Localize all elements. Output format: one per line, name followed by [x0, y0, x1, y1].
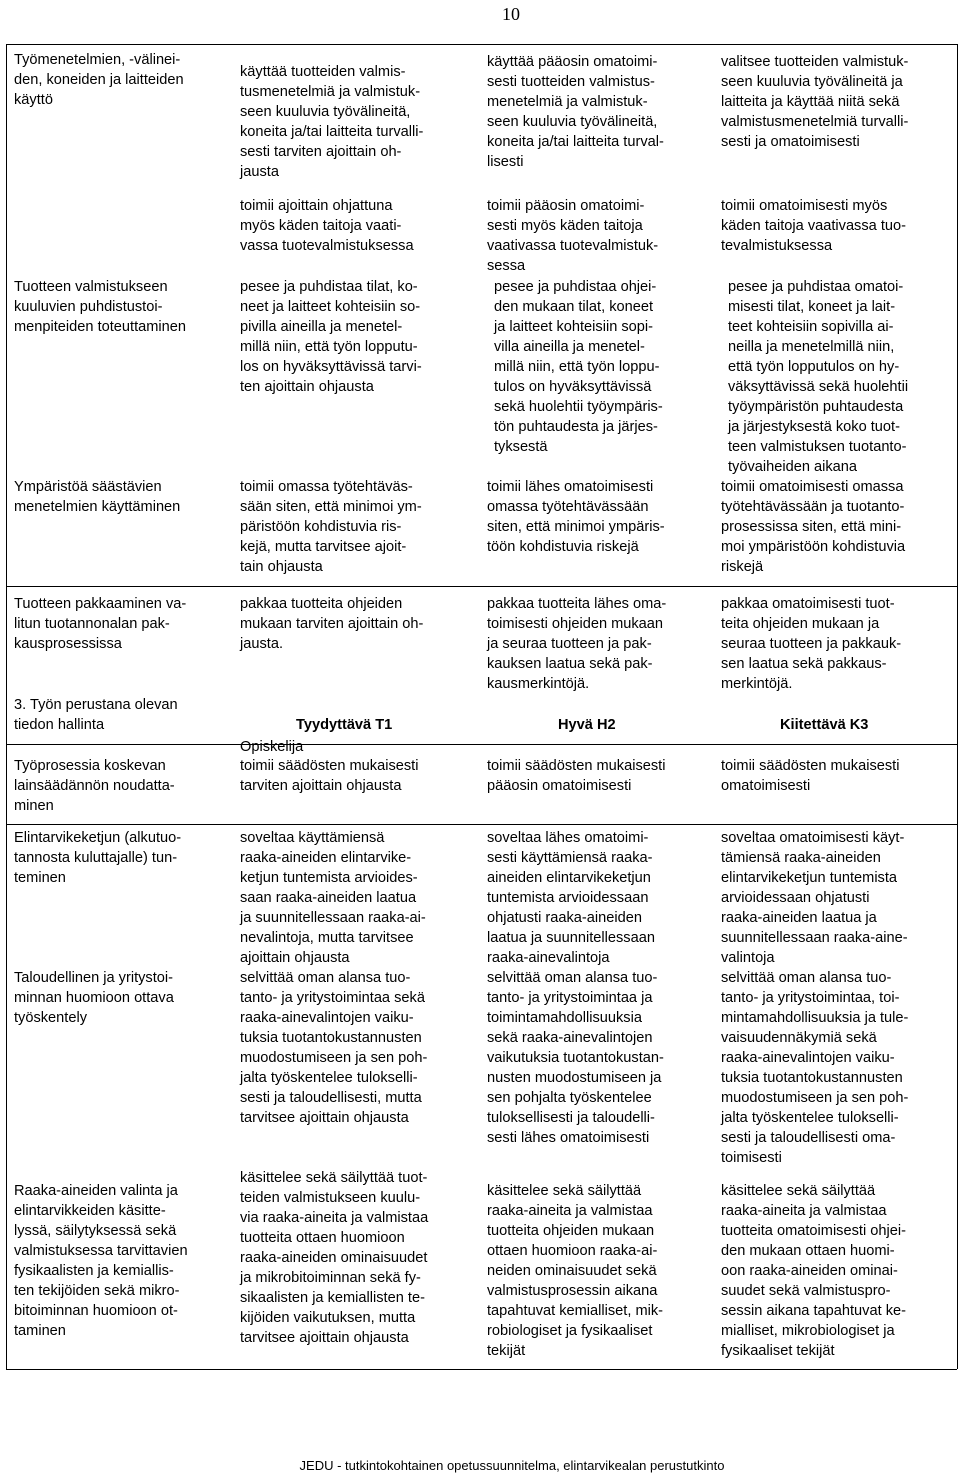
k3-cell: pakkaa omatoimisesti tuot- teita ohjeiden mukaan ja seuraa tuotteen ja pakkauk- sen laatua sekä pakkaus- merkintöjä.: [721, 596, 902, 692]
h2-cell: pakkaa tuotteita lähes oma- toimisesti ohjeiden mukaan ja seuraa tuotteen ja pak- kauksen laatua sekä pak- kausmerkintöjä.: [487, 596, 667, 692]
h2-cell: selvittää oman alansa tuo- tanto- ja yritystoimintaa ja toimintamahdollisuuksia sekä raaka-ainevalintojen vaikutuksia tuotantokustan- nusten muodostumiseen ja sen pohjalta työskentelee tuloksellisesti ja taloudelli- sesti lähes omatoimisesti: [487, 970, 664, 1146]
table-bottom-border: [6, 1369, 957, 1370]
k3-cell: toimii säädösten mukaisesti omatoimisesti: [721, 758, 900, 794]
section-title: 3. Työn perustana olevan tiedon hallinta: [14, 697, 178, 733]
k3-cell: valitsee tuotteiden valmistuk- seen kuuluvia työvälineitä ja laitteita ja käyttää niitä sekä valmistusmenetelmiä turvalli- sesti ja omatoimisesti: [721, 54, 909, 150]
level-h2-header: Hyvä H2: [558, 717, 616, 733]
table-top-border: [6, 44, 957, 45]
criterion-cell: Työprosessia koskevan lainsäädännön noudatta- minen: [14, 758, 175, 814]
criterion-cell: Taloudellinen ja yritystoi- minnan huomioon ottava työskentely: [14, 970, 174, 1026]
k3-cell: toimii omatoimisesti myös käden taitoja vaativassa tuo- tevalmistuksessa: [721, 198, 906, 254]
table-left-border: [6, 44, 7, 1369]
h2-cell: toimii lähes omatoimisesti omassa työtehtävässään siten, että minimoi ympäris- töön kohdistuvia riskejä: [487, 479, 665, 555]
k3-cell: käsittelee sekä säilyttää raaka-aineita ja valmistaa tuotteita omatoimisesti ohjei- den mukaan ottaen huomi- oon raaka-aineiden ominai- suudet sekä valmistuspro- sessin aikana tapahtuvat ke- mialliset, mikrobiologiset ja fysikaaliset tekijät: [721, 1183, 906, 1359]
level-k3-header: Kiitettävä K3: [780, 717, 869, 733]
t1-cell: selvittää oman alansa tuo- tanto- ja yritystoimintaa sekä raaka-ainevalintojen vaiku- tuksia tuotantokustannusten muodostumiseen ja sen poh- jalta työskentelee tulokselli- sesti ja taloudellisesti, mutta tarvitsee ajoittain ohjausta: [240, 970, 428, 1126]
k3-cell: toimii omatoimisesti omassa työtehtävässään ja tuotanto- prosessissa siten, että mini- moi ympäristöön kohdistuvia riskejä: [721, 479, 906, 575]
t1-cell: toimii omassa työtehtäväs- sään siten, että minimoi ym- päristöön kohdistuvia ris- kejä, mutta tarvitsee ajoit- tain ohjausta: [240, 479, 422, 575]
level-t1-header: Tyydyttävä T1: [296, 717, 393, 733]
page-footer: JEDU - tutkintokohtainen opetussuunnitelma, elintarvikealan perustutkinto: [299, 1458, 725, 1473]
section3-header-line: [6, 744, 957, 745]
table-right-border: [957, 44, 958, 1369]
t1-cell: toimii ajoittain ohjattuna myös käden taitoja vaati- vassa tuotevalmistuksessa: [240, 198, 414, 254]
row-line-1: [6, 824, 957, 825]
criterion-cell: Työmenetelmien, -välinei- den, koneiden ja laitteiden käyttö: [14, 52, 184, 108]
t1-cell: käsittelee sekä säilyttää tuot- teiden valmistukseen kuulu- via raaka-aineita ja valmistaa tuotteita ottaen huomioon raaka-aineiden ominaisuudet ja mikrobitoiminnan sekä fy- sikaalisten ja kemiallisten te- kijöiden vaikutuksen, mutta tarvitsee ajoittain ohjausta: [240, 1170, 429, 1346]
h2-cell: käsittelee sekä säilyttää raaka-aineita ja valmistaa tuotteita ohjeiden mukaan ottaen huomioon raaka-ai- neiden ominaisuudet sekä valmistusprosessin aikana tapahtuvat kemialliset, mik- robiologiset ja fysikaaliset tekijät: [487, 1183, 664, 1359]
subject-label: Opiskelija: [240, 739, 304, 755]
criterion-cell: Tuotteen valmistukseen kuuluvien puhdistustoi- menpiteiden toteuttaminen: [14, 279, 186, 335]
t1-cell: soveltaa käyttämiensä raaka-aineiden elintarvike- ketjun tuntemista arvioides- saan raaka-aineiden laatua ja suunnitellessaan raaka-ai- nevalintoja, mutta tarvitsee ajoittain ohjausta: [240, 830, 426, 966]
criterion-cell: Elintarvikeketjun (alkutuo- tannosta kuluttajalle) tun- teminen: [14, 830, 182, 886]
h2-cell: toimii säädösten mukaisesti pääosin omatoimisesti: [487, 758, 666, 794]
h2-cell: soveltaa lähes omatoimi- sesti käyttämiensä raaka- aineiden elintarvikeketjun tuntemista arvioidessaan ohjatusti raaka-aineiden laatua ja suunnitellessaan raaka-ainevalintoja: [487, 830, 655, 966]
t1-cell: käyttää tuotteiden valmis- tusmenetelmiä ja valmistuk- seen kuuluvia työvälineitä, koneita ja/tai laitteita turvalli- sesti tarviten ajoittain oh- jausta: [240, 64, 424, 180]
section-divider: [6, 586, 957, 587]
k3-cell: soveltaa omatoimisesti käyt- tämiensä raaka-aineiden elintarvikeketjun tuntemista arvioidessaan ohjatusti raaka-aineiden laatua ja suunnitellessaan raaka-aine- valintoja: [721, 830, 908, 966]
t1-cell: pakkaa tuotteita ohjeiden mukaan tarviten ajoittain oh- jausta.: [240, 596, 424, 652]
h2-cell: pesee ja puhdistaa ohjei- den mukaan tilat, koneet ja laitteet kohteisiin sopi- villa aineilla ja menetel- millä niin, että työn loppu- tulos on hyväksyttävissä sekä huolehtii työympäris- tön puhtaudesta ja järjes- tyksestä: [494, 279, 663, 455]
k3-cell: pesee ja puhdistaa omatoi- misesti tilat, koneet ja lait- teet kohteisiin sopivilla ai- neilla ja menetelmillä niin, että työn lopputulos on hy- väksyttävissä sekä huolehtii työympäristön puhtaudesta ja järjestyksestä koko tuot- teen valmistuksen tuotanto- työvaiheiden aikana: [728, 279, 909, 475]
criterion-cell: Raaka-aineiden valinta ja elintarvikkeiden käsitte- lyssä, säilytyksessä sekä valmistuksessa tarvittavien fysikaalisten ja kemiallis- ten tekijöiden sekä mikro- bitoiminnan huomioon ot- taminen: [14, 1183, 188, 1339]
page-number: 10: [502, 4, 520, 24]
h2-cell: käyttää pääosin omatoimi- sesti tuotteiden valmistus- menetelmiä ja valmistuk- seen kuuluvia työvälineitä, koneita ja/tai laitteita turval- lisesti: [487, 54, 664, 170]
h2-cell: toimii pääosin omatoimi- sesti myös käden taitoja vaativassa tuotevalmistuk- sessa: [487, 198, 659, 274]
criterion-cell: Tuotteen pakkaaminen va- litun tuotannonalan pak- kausprosessissa: [14, 596, 187, 652]
criterion-cell: Ympäristöä säästävien menetelmien käyttäminen: [14, 479, 181, 515]
t1-cell: toimii säädösten mukaisesti tarviten ajoittain ohjausta: [240, 758, 419, 794]
t1-cell: pesee ja puhdistaa tilat, ko- neet ja laitteet kohteisiin so- pivilla aineilla ja menetel- millä niin, että työn lopputu- los on hyväksyttävissä tarvi- ten ajoittain ohjausta: [240, 279, 422, 395]
k3-cell: selvittää oman alansa tuo- tanto- ja yritystoimintaa, toi- mintamahdollisuuksia ja tule- vaisuudennäkymiä sekä raaka-ainevalintojen vaiku- tuksia tuotantokustannusten muodostumiseen ja sen poh- jalta työskentelee tulokselli- sesti ja taloudellisesti oma- toimisesti: [721, 970, 909, 1166]
